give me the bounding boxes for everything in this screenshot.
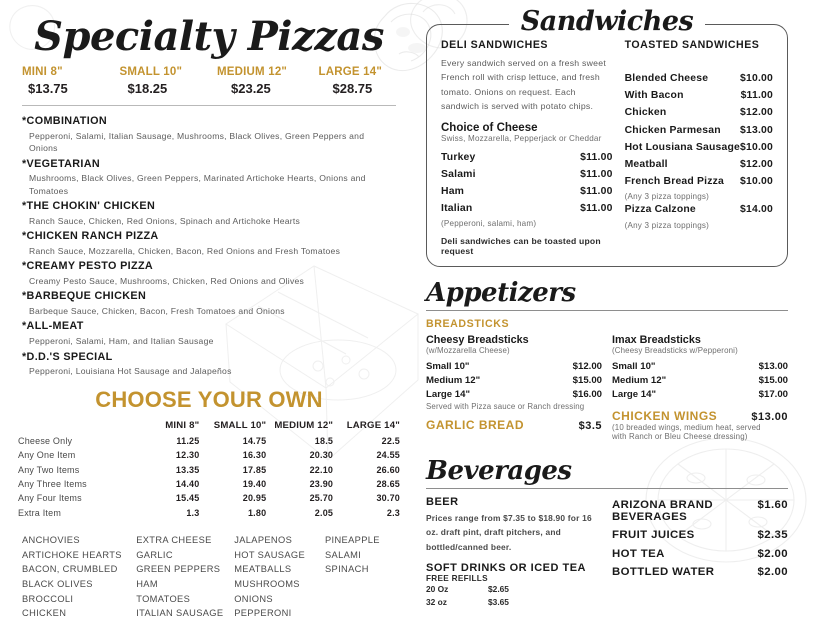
item-price: $12.00 xyxy=(740,159,773,171)
item-name: Turkey xyxy=(441,151,476,163)
list-item xyxy=(18,259,400,287)
size-col-large xyxy=(303,66,397,96)
row-label: Any Three Items xyxy=(18,478,87,489)
item-note: (Cheesy Breadsticks w/Pepperoni) xyxy=(612,346,738,356)
cell: 18.5 xyxy=(314,435,334,446)
item-name: Pizza Calzone xyxy=(624,204,696,216)
pizza-desc: Ranch Sauce, Mozzarella, Chicken, Bacon, Red Onions and Fresh Tomatoes xyxy=(29,245,341,256)
size-col-mini xyxy=(22,66,116,96)
list-item xyxy=(625,87,773,104)
item-name: HOT TEA xyxy=(612,547,665,560)
breadsticks-category: BREADSTICKS xyxy=(426,318,510,331)
list-item xyxy=(18,157,400,198)
table-row xyxy=(18,491,400,505)
item-name: Imax Breadsticks xyxy=(612,334,701,347)
size-price: $18.25 xyxy=(127,81,168,96)
row-label: Any Two Items xyxy=(18,464,80,475)
list-item xyxy=(612,359,788,373)
topping: JALAPENOS xyxy=(234,534,293,545)
topping: GREEN PEPPERS xyxy=(136,564,221,575)
header-divider xyxy=(22,105,396,106)
item-size: Small 10" xyxy=(612,360,656,372)
item-size: Medium 12" xyxy=(426,374,481,386)
list-item xyxy=(625,104,773,121)
sandwiches-title: Sandwiches xyxy=(520,6,694,37)
topping: ARTICHOKE HEARTS xyxy=(22,549,122,560)
table-header-row xyxy=(18,420,400,434)
cell: 2.05 xyxy=(314,507,334,518)
item-price: $16.00 xyxy=(572,389,602,401)
list-item xyxy=(18,350,400,378)
item-name: French Bread Pizza xyxy=(624,176,725,188)
item-note: (Any 3 pizza toppings) xyxy=(624,220,710,230)
col-header: MEDIUM 12" xyxy=(274,419,334,431)
cell: 11.25 xyxy=(176,435,200,446)
cell: 26.60 xyxy=(376,464,400,475)
list-item xyxy=(612,526,788,544)
cell: 16.30 xyxy=(242,450,267,461)
pizza-name: *COMBINATION xyxy=(22,115,107,127)
topping: ANCHOVIES xyxy=(22,534,80,545)
cell: 22.10 xyxy=(309,464,334,475)
size-price: $28.75 xyxy=(332,81,373,96)
imax-breadsticks-block xyxy=(612,334,788,445)
toppings-column-4 xyxy=(325,533,388,621)
topping: HOT SAUSAGE xyxy=(234,549,306,560)
cell: 25.70 xyxy=(309,493,334,504)
choice-of-cheese-options: Swiss, Mozzarella, Pepperjack or Cheddar xyxy=(441,134,602,144)
item-price: $10.00 xyxy=(740,176,773,188)
list-item xyxy=(612,388,788,402)
topping: EXTRA CHEESE xyxy=(136,534,212,545)
deli-sandwiches-column xyxy=(441,39,619,256)
item-price: $13.00 xyxy=(751,410,788,423)
list-item xyxy=(625,156,773,173)
cell: 1.80 xyxy=(247,507,267,518)
appetizers-divider xyxy=(426,310,788,311)
item-price: $2.65 xyxy=(488,584,509,595)
size-price: $23.25 xyxy=(231,81,271,96)
table-row xyxy=(18,477,400,491)
cell: 22.5 xyxy=(381,435,400,446)
item-price: $1.60 xyxy=(757,498,788,511)
list-item xyxy=(625,139,773,156)
size-label: SMALL 10" xyxy=(119,66,183,78)
col-header: SMALL 10" xyxy=(213,419,267,431)
pizza-name: *ALL-MEAT xyxy=(22,320,84,333)
topping: TOMATOES xyxy=(136,593,191,604)
right-column xyxy=(418,0,800,607)
item-name: Salami xyxy=(441,168,476,180)
toasted-sandwiches-column xyxy=(619,39,773,256)
item-size: Medium 12" xyxy=(612,374,667,386)
topping: ITALIAN SAUSAGE xyxy=(136,608,224,619)
list-item xyxy=(612,545,788,563)
item-price: $10.00 xyxy=(740,73,773,85)
item-name: FRUIT JUICES xyxy=(612,529,695,542)
breadsticks-note: Served with Pizza sauce or Ranch dressing xyxy=(426,401,585,411)
table-row xyxy=(18,506,400,520)
pizza-desc: Barbeque Sauce, Chicken, Bacon, Fresh Tomatoes and Onions xyxy=(29,306,285,317)
item-price: $15.00 xyxy=(758,374,788,386)
list-item xyxy=(625,173,773,190)
list-item xyxy=(426,583,602,595)
item-price: $2.00 xyxy=(757,547,788,560)
pizza-desc: Mushrooms, Black Olives, Green Peppers, Marinated Artichoke Hearts, Onions and Tomatoes xyxy=(29,173,366,196)
toppings-column-2 xyxy=(136,533,226,621)
list-item xyxy=(625,201,773,218)
size-label: MINI 8" xyxy=(22,66,63,78)
item-name: Chicken Parmesan xyxy=(624,124,721,136)
topping: SPINACH xyxy=(325,564,369,575)
beverage-price-list xyxy=(612,496,788,608)
item-name: Hot Lousiana Sausage xyxy=(624,141,741,153)
item-name: BOTTLED WATER xyxy=(612,566,715,579)
item-price: $3.5 xyxy=(578,419,602,432)
pizza-name: *VEGETARIAN xyxy=(22,157,101,170)
item-name: Italian xyxy=(441,203,473,215)
table-row xyxy=(18,462,400,476)
beverages-title: Beverages xyxy=(426,455,572,486)
cheesy-breadsticks-block xyxy=(426,334,612,445)
list-item xyxy=(426,359,602,373)
table-row xyxy=(18,434,400,448)
item-price: $10.00 xyxy=(740,141,773,153)
item-name: CHICKEN WINGS xyxy=(612,408,718,423)
pizza-name: *CREAMY PESTO PIZZA xyxy=(22,260,154,273)
table-row xyxy=(18,448,400,462)
item-price: $2.35 xyxy=(757,529,788,542)
cell: 14.75 xyxy=(242,435,267,446)
item-size: Small 10" xyxy=(426,360,470,372)
pizza-name: *D.D.'S SPECIAL xyxy=(22,350,113,363)
item-name: Blended Cheese xyxy=(624,73,709,85)
soft-drinks-heading: SOFT DRINKS OR ICED TEA xyxy=(426,562,587,575)
topping: GARLIC xyxy=(136,549,173,560)
specialty-size-prices xyxy=(18,66,400,96)
list-item xyxy=(426,373,602,387)
item-name: Ham xyxy=(441,185,465,197)
pizza-desc: Ranch Sauce, Chicken, Red Onions, Spinach and Artichoke Hearts xyxy=(29,215,301,226)
item-price: $2.00 xyxy=(757,566,788,579)
specialty-pizza-list xyxy=(18,114,400,378)
list-item xyxy=(441,200,613,217)
item-price: $11.00 xyxy=(580,168,613,180)
item-price: $13.00 xyxy=(758,360,788,372)
sandwiches-section xyxy=(426,6,788,267)
cell: 19.40 xyxy=(242,478,267,489)
list-item xyxy=(625,122,773,139)
cell: 1.3 xyxy=(186,507,200,518)
deli-footer-note: Deli sandwiches can be toasted upon request xyxy=(441,236,601,257)
item-price: $12.00 xyxy=(740,107,773,119)
cell: 12.30 xyxy=(175,450,200,461)
free-refills-note: FREE REFILLS xyxy=(426,574,488,584)
cell: 14.40 xyxy=(175,478,200,489)
cell: 15.45 xyxy=(175,493,200,504)
item-price: $17.00 xyxy=(758,389,788,401)
topping: SALAMI xyxy=(325,549,362,560)
choose-your-own-table xyxy=(18,420,400,520)
topping: PINEAPPLE xyxy=(325,534,380,545)
toasted-heading: TOASTED SANDWICHES xyxy=(624,39,760,51)
pizza-desc: Pepperoni, Salami, Italian Sausage, Mushrooms, Black Olives, Green Peppers and Onions xyxy=(29,130,365,154)
pizza-desc: Pepperoni, Salami, Ham, and Italian Sausage xyxy=(29,336,214,347)
toppings-list xyxy=(18,533,400,621)
col-header: MINI 8" xyxy=(165,419,200,431)
item-price: $11.00 xyxy=(580,203,613,215)
size-label: MEDIUM 12" xyxy=(217,66,288,78)
item-size: 20 Oz xyxy=(426,584,449,595)
cell: 30.70 xyxy=(376,493,400,504)
item-size: Large 14" xyxy=(426,389,471,401)
item-note: (Any 3 pizza toppings) xyxy=(624,192,710,202)
item-name: Meatball xyxy=(624,159,668,171)
item-name: Cheesy Breadsticks xyxy=(426,334,529,347)
item-price: $11.00 xyxy=(740,90,773,102)
item-name: Chicken xyxy=(624,107,667,119)
topping: MEATBALLS xyxy=(234,564,292,575)
specialty-pizzas-title: Specialty Pizzas xyxy=(34,13,384,60)
cell: 13.35 xyxy=(175,464,200,475)
cell: 20.30 xyxy=(309,450,334,461)
topping: CHICKEN xyxy=(22,608,67,619)
choice-of-cheese-heading: Choice of Cheese xyxy=(441,122,538,135)
cell: 28.65 xyxy=(376,478,400,489)
size-col-small xyxy=(116,66,210,96)
size-col-medium xyxy=(209,66,303,96)
list-item xyxy=(612,496,788,526)
choose-your-own-title: CHOOSE YOUR OWN xyxy=(95,386,323,412)
list-item xyxy=(18,114,400,155)
appetizers-section xyxy=(426,278,788,445)
row-label: Any One Item xyxy=(18,450,76,461)
item-size: Large 14" xyxy=(612,389,657,401)
topping: PEPPERONI xyxy=(234,608,292,619)
item-price: $14.00 xyxy=(740,204,773,216)
row-label: Extra Item xyxy=(18,507,62,518)
topping: MUSHROOMS xyxy=(234,578,300,589)
list-item xyxy=(612,563,788,581)
item-size: 32 oz xyxy=(426,596,447,607)
topping: BLACK OLIVES xyxy=(22,578,93,589)
list-item xyxy=(441,183,613,200)
deli-description: Every sandwich served on a fresh sweet French roll with crisp lettuce, and fresh tomato. Onions on request. Each sandwich is served with potato chips. xyxy=(441,58,606,112)
size-price: $13.75 xyxy=(28,81,68,96)
list-item xyxy=(18,319,400,347)
item-price: $13.00 xyxy=(740,124,773,136)
item-note: (w/Mozzarella Cheese) xyxy=(426,346,510,356)
item-price: $3.65 xyxy=(488,596,509,607)
beer-and-soft-drinks-block xyxy=(426,496,612,608)
topping: BACON, CRUMBLED xyxy=(22,564,118,575)
item-price: $11.00 xyxy=(580,151,613,163)
toppings-column-1 xyxy=(22,533,128,621)
item-name: ARIZONA BRAND BEVERAGES xyxy=(612,498,713,523)
pizza-name: *CHICKEN RANCH PIZZA xyxy=(22,230,159,243)
size-label: LARGE 14" xyxy=(318,66,382,78)
item-name: GARLIC BREAD xyxy=(426,417,524,432)
item-name: With Bacon xyxy=(624,90,684,102)
chicken-wings-item xyxy=(612,409,788,423)
topping: BROCCOLI xyxy=(22,593,74,604)
list-item xyxy=(625,70,773,87)
col-header xyxy=(18,420,133,434)
pizza-desc: Pepperoni, Louisiana Hot Sausage and Jalapeños xyxy=(29,366,232,377)
item-price: $15.00 xyxy=(572,374,602,386)
list-item xyxy=(441,148,613,165)
list-item xyxy=(18,199,400,227)
deli-heading: DELI SANDWICHES xyxy=(441,39,548,51)
list-item xyxy=(426,388,602,402)
toppings-column-3 xyxy=(234,533,317,621)
beer-description: Prices range from $7.35 to $18.90 for 16 oz. draft pint, draft pitchers, and bottled/canned beer. xyxy=(426,512,592,552)
cell: 20.95 xyxy=(242,493,267,504)
beverages-section xyxy=(426,456,788,608)
appetizers-title: Appetizers xyxy=(426,278,576,309)
list-item xyxy=(18,229,400,257)
cell: 24.55 xyxy=(376,450,400,461)
topping: ONIONS xyxy=(234,593,273,604)
topping: HAM xyxy=(136,578,158,589)
chicken-wings-note: (10 breaded wings, medium heat, served with Ranch or Bleu Cheese dressing) xyxy=(612,422,761,441)
list-item xyxy=(441,166,613,183)
cell: 17.85 xyxy=(242,464,267,475)
list-item xyxy=(18,289,400,317)
cell: 23.90 xyxy=(309,478,334,489)
list-item xyxy=(426,595,602,607)
list-item xyxy=(612,373,788,387)
row-label: Any Four Items xyxy=(18,493,82,504)
italian-note: (Pepperoni, salami, ham) xyxy=(441,219,537,229)
sandwiches-heading-row xyxy=(426,6,788,37)
beer-heading: BEER xyxy=(426,495,459,508)
pizza-name: *THE CHOKIN' CHICKEN xyxy=(22,200,156,213)
item-price: $11.00 xyxy=(580,185,613,197)
pizza-desc: Creamy Pesto Sauce, Mushrooms, Chicken, Red Onions and Olives xyxy=(29,275,305,286)
beverages-divider xyxy=(426,488,788,489)
item-price: $12.00 xyxy=(572,360,602,372)
row-label: Cheese Only xyxy=(18,435,73,446)
pizza-name: *BARBEQUE CHICKEN xyxy=(22,290,147,303)
cell: 2.3 xyxy=(386,507,400,518)
col-header: LARGE 14" xyxy=(346,419,400,431)
garlic-bread-item xyxy=(426,418,602,432)
sandwiches-box xyxy=(426,24,788,267)
